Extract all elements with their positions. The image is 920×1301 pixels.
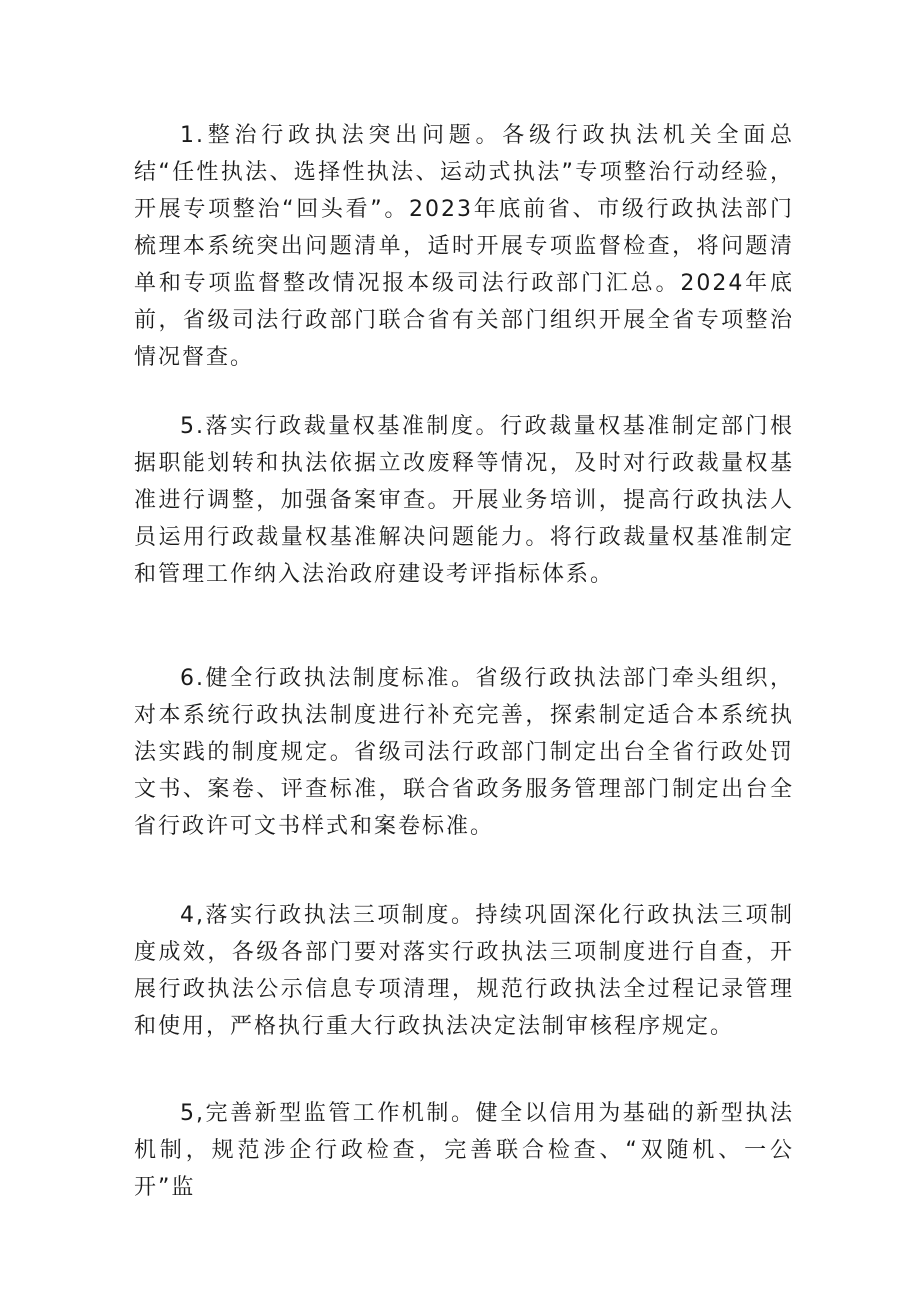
paragraph-three-systems: 4,落实行政执法三项制度。持续巩固深化行政执法三项制度成效，各级各部门要对落实行政执法三项制度进行自查，开展行政执法公示信息专项清理，规范行政执法全过程记录管理和使用，严格执行重大行政执法决定法制审核程序规定。 [134,903,794,1039]
paragraph-rectify-enforcement-issues: 1.整治行政执法突出问题。各级行政执法机关全面总结“任性执法、选择性执法、运动式执法”专项整治行动经验，开展专项整治“回头看”。2023年底前省、市级行政执法部门梳理本系统突出问题清单，适时开展专项监督检查，将问题清单和专项监督整改情况报本级司法行政部门汇总。2024年底前，省级司法行政部门联合省有关部门组织开展全省专项整治情况督查。 [134,123,794,370]
paragraph-discretion-benchmark: 5.落实行政裁量权基准制度。行政裁量权基准制定部门根据职能划转和执法依据立改废释等情况，及时对行政裁量权基准进行调整，加强备案审查。开展业务培训，提高行政执法人员运用行政裁量权基准解决问题能力。将行政裁量权基准制定和管理工作纳入法治政府建设考评指标体系。 [134,414,794,587]
paragraph-new-supervision-mechanism: 5,完善新型监管工作机制。健全以信用为基础的新型执法机制，规范涉企行政检查，完善联合检查、“双随机、一公开”监 [134,1101,794,1200]
paragraph-enforcement-standards: 6.健全行政执法制度标准。省级行政执法部门牵头组织，对本系统行政执法制度进行补充完善，探索制定适合本系统执法实践的制度规定。省级司法行政部门制定出台全省行政处罚文书、案卷、评查标准，联合省政务服务管理部门制定出台全省行政许可文书样式和案卷标准。 [134,666,794,839]
